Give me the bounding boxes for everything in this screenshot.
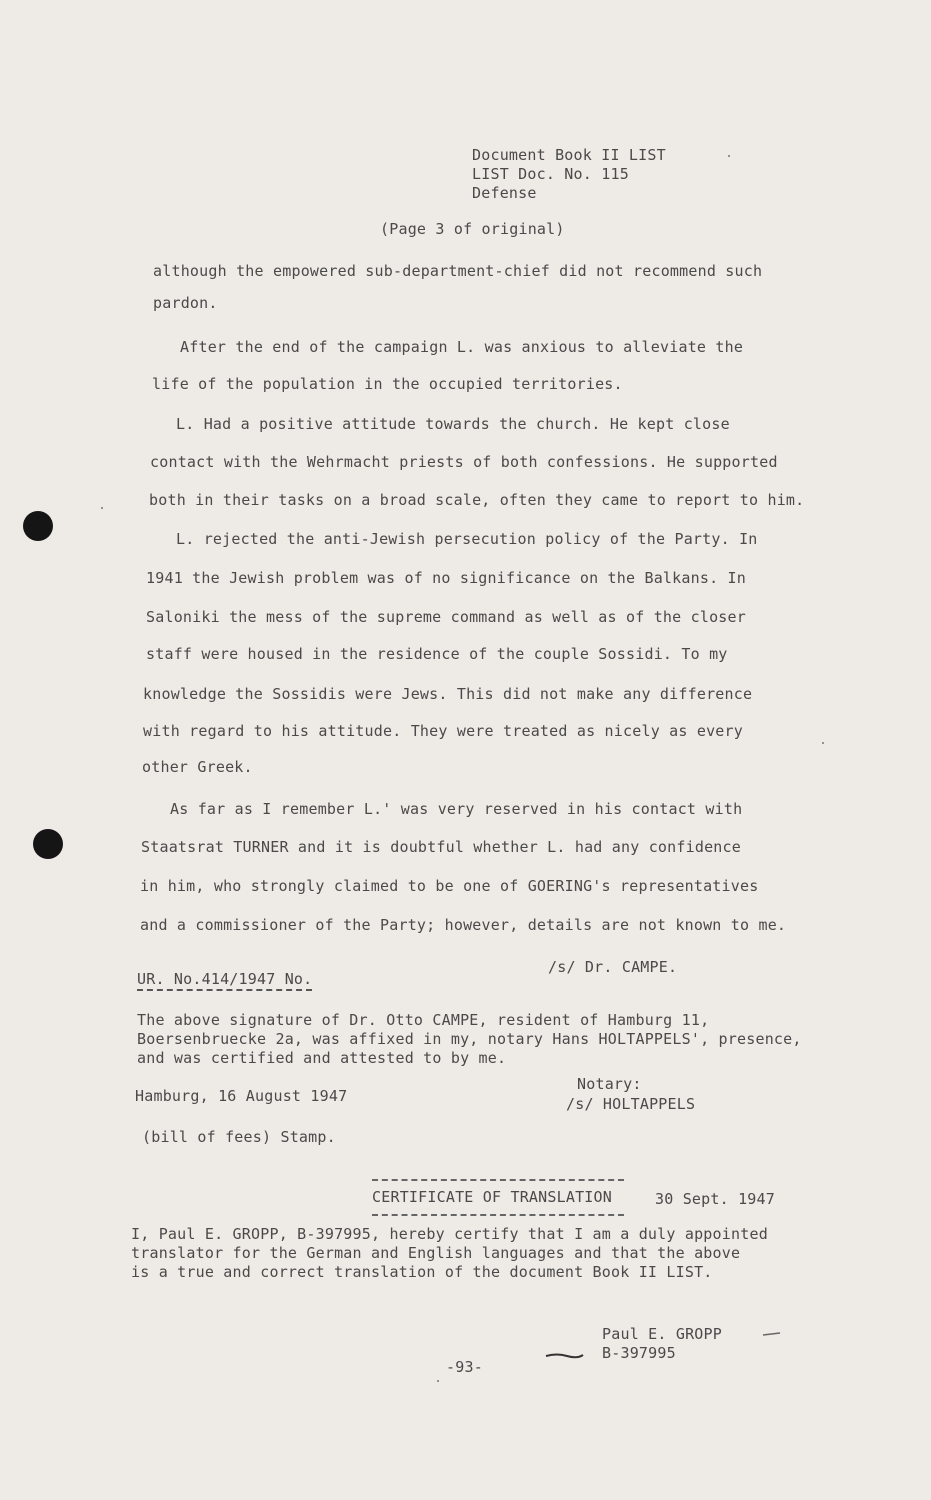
body-line: other Greek. (142, 758, 253, 776)
place-date: Hamburg, 16 August 1947 (135, 1087, 348, 1105)
body-line: staff were housed in the residence of the couple Sossidi. To my (146, 645, 728, 663)
speck (728, 155, 730, 157)
body-line: Saloniki the mess of the supreme command as well as of the closer (146, 608, 746, 626)
body-line: both in their tasks on a broad scale, often they came to report to him. (149, 491, 805, 509)
body-line: L. Had a positive attitude towards the church. He kept close (176, 415, 730, 433)
attestation-line: and was certified and attested to by me. (137, 1049, 507, 1067)
body-line: L. rejected the anti-Jewish persecution policy of the Party. In (176, 530, 758, 548)
header-doc-number: LIST Doc. No. 115 (472, 165, 629, 183)
certificate-title: CERTIFICATE OF TRANSLATION (372, 1188, 612, 1206)
certificate-line: is a true and correct translation of the document Book II LIST. (131, 1263, 713, 1281)
body-line: contact with the Wehrmacht priests of both confessions. He supported (150, 453, 778, 471)
body-line: After the end of the campaign L. was anxious to alleviate the (180, 338, 744, 356)
body-line: in him, who strongly claimed to be one of GOERING's representatives (140, 877, 759, 895)
page-number: -93- (446, 1358, 483, 1376)
ink-stroke-mark (545, 1350, 585, 1360)
certificate-date: 30 Sept. 1947 (655, 1190, 775, 1208)
body-line: and a commissioner of the Party; however, details are not known to me. (140, 916, 787, 934)
certificate-line: translator for the German and English languages and that the above (131, 1244, 741, 1262)
page-note: (Page 3 of original) (380, 220, 565, 238)
translator-id: B-397995 (602, 1344, 676, 1362)
ink-tick-mark (762, 1331, 782, 1337)
speck (822, 742, 824, 744)
body-line: pardon. (153, 294, 218, 312)
body-line: 1941 the Jewish problem was of no significance on the Balkans. In (146, 569, 746, 587)
notary-label: Notary: (577, 1075, 642, 1093)
body-line: knowledge the Sossidis were Jews. This did not make any difference (143, 685, 753, 703)
body-line: with regard to his attitude. They were treated as nicely as every (143, 722, 743, 740)
punch-hole (23, 511, 53, 541)
speck (437, 1380, 439, 1382)
attestation-line: The above signature of Dr. Otto CAMPE, resident of Hamburg 11, (137, 1011, 710, 1029)
punch-hole (33, 829, 63, 859)
certificate-rule-top (372, 1179, 624, 1181)
fees-note: (bill of fees) Stamp. (142, 1128, 336, 1146)
body-line: Staatsrat TURNER and it is doubtful whether L. had any confidence (141, 838, 741, 856)
attestation-line: Boersenbruecke 2a, was affixed in my, notary Hans HOLTAPPELS', presence, (137, 1030, 802, 1048)
header-defense: Defense (472, 184, 537, 202)
notary-signature: /s/ HOLTAPPELS (566, 1095, 696, 1113)
signature-campe: /s/ Dr. CAMPE. (548, 958, 678, 976)
certificate-line: I, Paul E. GROPP, B-397995, hereby certify that I am a duly appointed (131, 1225, 768, 1243)
translator-name: Paul E. GROPP (602, 1325, 722, 1343)
header-doc-book: Document Book II LIST (472, 146, 666, 164)
speck (101, 507, 103, 509)
notary-reference: UR. No.414/1947 No. (137, 970, 312, 991)
body-line: life of the population in the occupied territories. (152, 375, 623, 393)
body-line: although the empowered sub-department-chief did not recommend such (153, 262, 763, 280)
certificate-rule-bottom (372, 1214, 624, 1216)
body-line: As far as I remember L.' was very reserved in his contact with (170, 800, 743, 818)
